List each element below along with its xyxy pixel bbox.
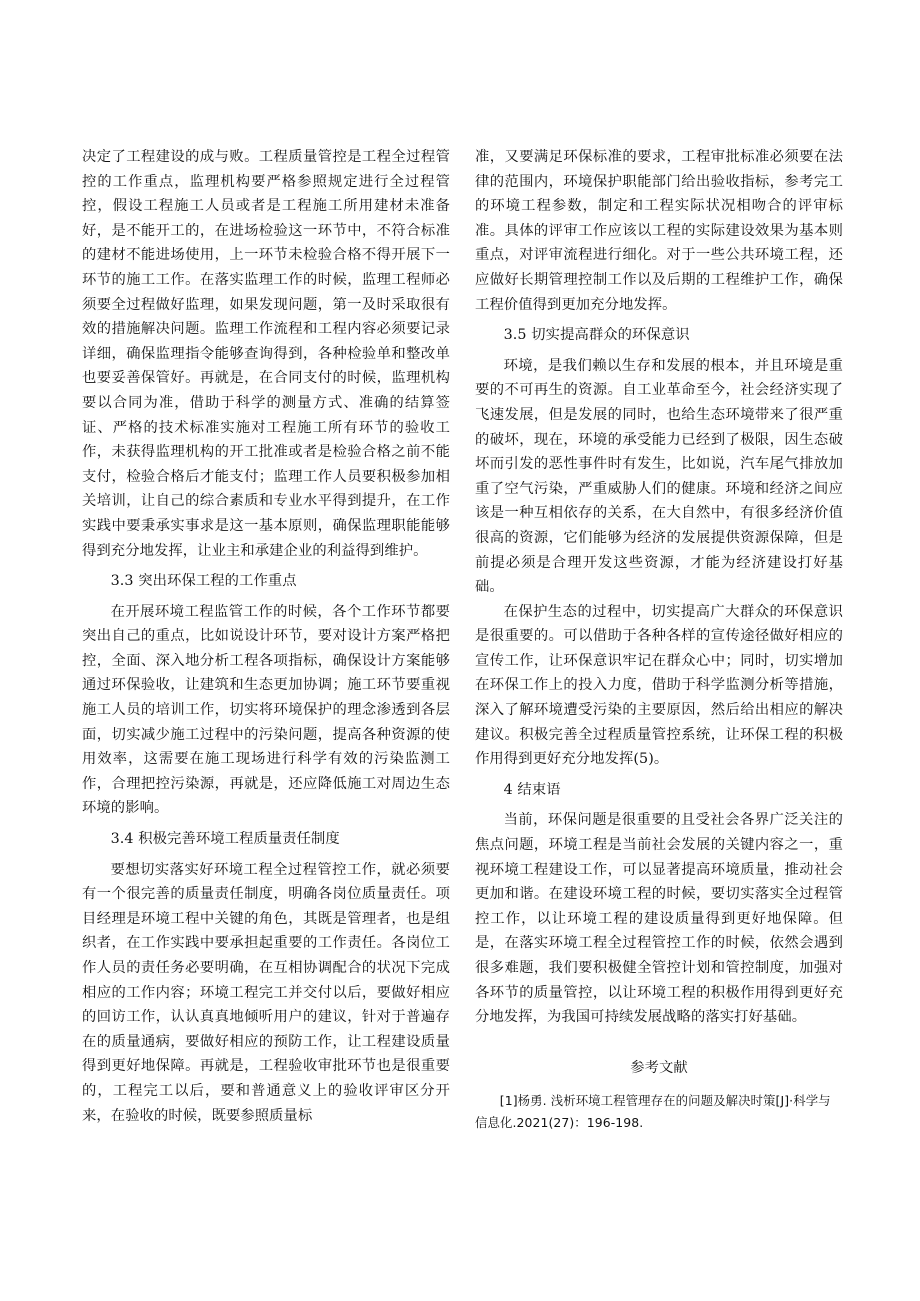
reference-item: [1]杨勇. 浅析环境工程管理存在的问题及解决时策[J]·科学与信息化.2021(27)：196-198.: [475, 1093, 831, 1131]
body-paragraph: 要想切实落实好环境工程全过程管控工作，就必须要有一个很完善的质量责任制度，明确各岗位质量责任。项目经理是环境工程中关键的角色，其既是管理者，也是组织者，在工作实践中要承担起重要的工作责任。各岗位工作人员的责任务必要明确，在互相协调配合的状况下完成相应的工作内容；环境工程完工并交付以后，要做好相应的回访工作，认认真真地倾听用户的建议，针对于普遍存在的质量通病，要做好相应的预防工作，让工程建设质量得到更好地保障。再就是，工程验收审批环节也是很重要的，工程完工以后，要和普通意义上的验收评审区分开来，在验收的时候，既要参照质量标: [82, 861, 450, 1124]
body-paragraph: 当前，环保问题是很重要的且受社会各界广泛关注的焦点问题，环境工程是当前社会发展的关键内容之一，重视环境工程建设工作，可以显著提高环境质量，推动社会更加和谐。在建设环境工程的时候，要切实落实全过程管控工作，以让环境工程的建设质量得到更好地保障。但是，在落实环境工程全过程管控工作的时候，依然会遇到很多难题，我们要积极健全管控计划和管控制度，加强对各环节的质量管控，以让环境工程的积极作用得到更好充分地发挥，为我国可持续发展战略的落实打好基础。: [475, 812, 843, 1026]
body-paragraph: 环境，是我们赖以生存和发展的根本，并且环境是重要的不可再生的资源。自工业革命至今，社会经济实现了飞速发展，但是发展的同时，也给生态环境带来了很严重的破坏，现在，环境的承受能力已经到了极限，因生态破坏而引发的恶性事件时有发生，比如说，汽车尾气排放加重了空气污染，严重威胁人们的健康。环境和经济之间应该是一种互相依存的关系，在大自然中，有很多经济价值很高的资源，它们能够为经济的发展提供资源保障，但是前提必须是合理开发这些资源，才能为经济建设打好基础。: [475, 357, 843, 596]
section-heading-3-4: 3.4 积极完善环境工程质量责任制度: [110, 831, 340, 848]
section-heading-4: 4 结束语: [503, 781, 561, 798]
right-column: [475, 145, 843, 1134]
section-heading-3-3: 3.3 突出环保工程的工作重点: [110, 573, 297, 590]
body-paragraph: 决定了工程建设的成与败。工程质量管控是工程全过程管控的工作重点，监理机构要严格参照规定进行全过程管控，假设工程施工人员或者是工程施工所用建材未准备好，是不能开工的，在进场检验这一环节中，不符合标准的建材不能进场使用，上一环节未检验合格不得开展下一环节的施工工作。在落实监理工作的时候，监理工程师必须要全过程做好监理，如果发现问题，第一及时采取很有效的措施解决问题。监理工作流程和工程内容必须要记录详细，确保监理指令能够查询得到，各种检验单和整改单也要妥善保管好。再就是，在合同支付的时候，监理机构要以合同为准，借助于科学的测量方式、准确的结算签证、严格的技术标准实施对工程施工所有环节的验收工作，未获得监理机构的开工批准或者是检验合格之前不能支付，检验合格后才能支付；监理工作人员要积极参加相关培训，让自己的综合素质和专业水平得到提升，在工作实践中要秉承实事求是这一基本原则，确保监理职能能够得到充分地发挥，让业主和承建企业的利益得到维护。: [82, 149, 450, 559]
section-heading-3-5: 3.5 切实提高群众的环保意识: [503, 327, 690, 344]
left-column: [82, 145, 450, 1128]
body-paragraph: 准，又要满足环保标准的要求，工程审批标准必须要在法律的范围内，环境保护职能部门给出验收指标，参考完工的环境工程参数，制定和工程实际状况相吻合的评审标准。具体的评审工作应该以工程的实际建设效果为基本则重点，对评审流程进行细化。对于一些公共环境工程，还应做好长期管理控制工作以及后期的工程维护工作，确保工程价值得到更加充分地发挥。: [475, 149, 843, 313]
body-paragraph: 在开展环境工程监管工作的时候，各个工作环节都要突出自己的重点，比如说设计环节，要对设计方案严格把控，全面、深入地分析工程各项指标，确保设计方案能够通过环保验收，让建筑和生态更加协调；施工环节要重视施工人员的培训工作，切实将环境保护的理念渗透到各层面，切实减少施工过程中的污染问题，提高各种资源的使用效率，这需要在施工现场进行科学有效的污染监测工作，合理把控污染源，再就是，还应降低施工对周边生态环境的影响。: [82, 603, 450, 817]
references-title: 参考文献: [630, 1059, 688, 1076]
body-paragraph: 在保护生态的过程中，切实提高广大群众的环保意识是很重要的。可以借助于各种各样的宣传途径做好相应的宣传工作，让环保意识牢记在群众心中；同时，切实增加在环保工作上的投入力度，借助于科学监测分析等措施，深入了解环境遭受污染的主要原因，然后给出相应的解决建议。积极完善全过程质量管控系统，让环保工程的积极作用得到更好充分地发挥(5)。: [475, 603, 843, 768]
